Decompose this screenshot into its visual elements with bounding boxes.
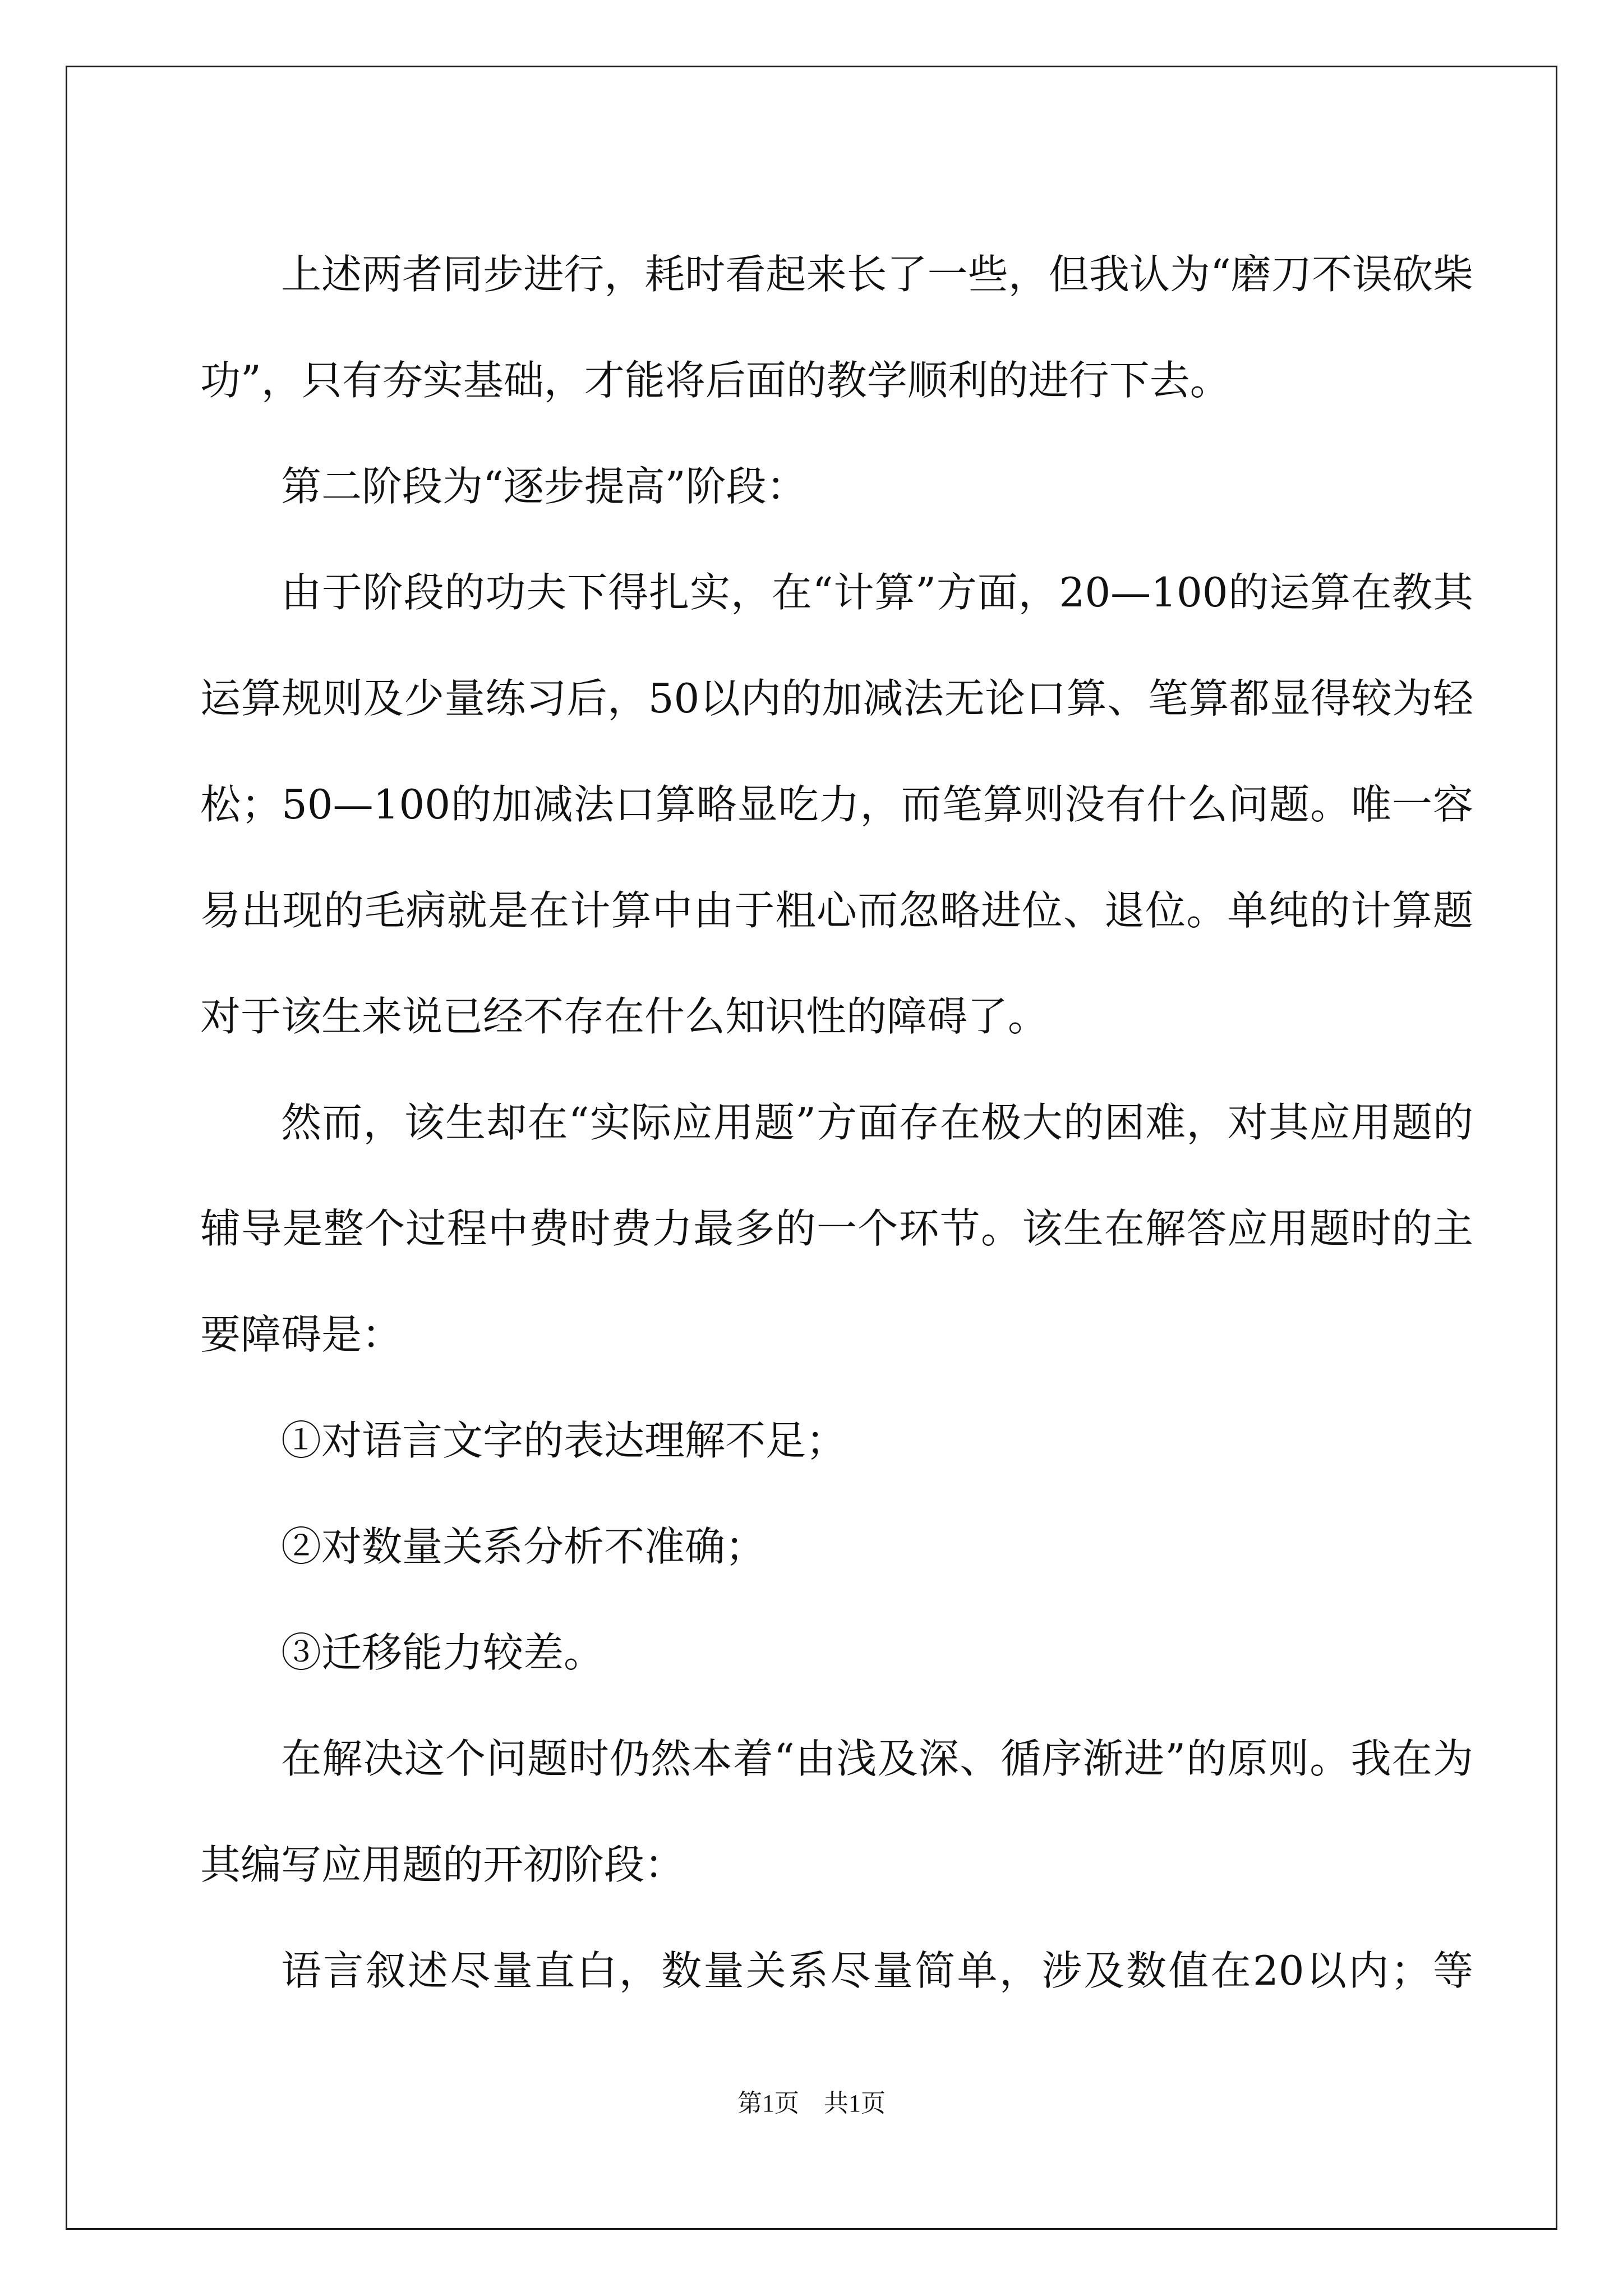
list-item: ③迁移能力较差。 (281, 1629, 605, 1676)
paragraph: 然而，该生却在“实际应用题”方面存在极大的困难，对其应用题的辅导是整个过程中费时费力最多的一个环节。该生在解答应用题时的主要障碍是： (200, 1099, 1473, 1358)
paragraph: 在解决这个问题时仍然本着“由浅及深、循序渐进”的原则。我在为其编写应用题的开初阶段： (200, 1735, 1473, 1888)
list-item: ②对数量关系分析不准确； (281, 1523, 766, 1570)
paragraph: 语言叙述尽量直白，数量关系尽量简单，涉及数值在20以内；等 (281, 1947, 1473, 1994)
page-footer: 第1页 共1页 (737, 2090, 886, 2117)
paragraph: 上述两者同步进行，耗时看起来长了一些，但我认为“磨刀不误砍柴功”，只有夯实基础，才能将后面的教学顺利的进行下去。 (200, 251, 1473, 404)
paragraph: 由于阶段的功夫下得扎实，在“计算”方面，20—100的运算在教其运算规则及少量练习后，50以内的加减法无论口算、笔算都显得较为轻松；50—100的加减法口算略显吃力，而笔算则没有什么问题。唯一容易出现的毛病就是在计算中由于粗心而忽略进位、退位。单纯的计算题对于该生来说已经不存在什么知识性的障碍了。 (200, 569, 1473, 1040)
document-body (200, 222, 1473, 2024)
list-item: ①对语言文字的表达理解不足； (281, 1417, 847, 1464)
paragraph: 第二阶段为“逐步提高”阶段： (281, 463, 807, 510)
